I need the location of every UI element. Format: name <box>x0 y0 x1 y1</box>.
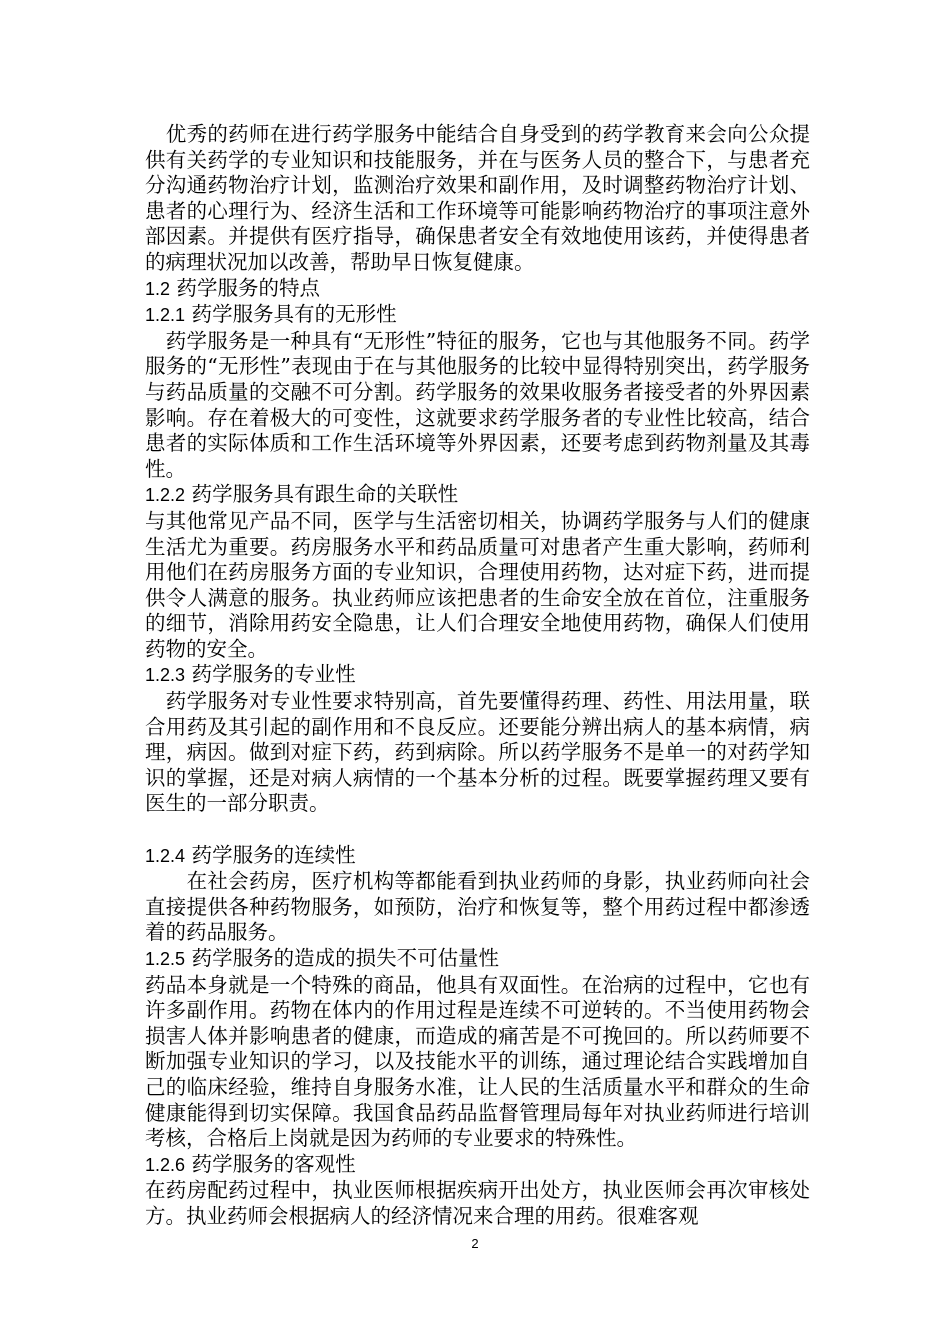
paragraph-1-2-1: 药学服务是一种具有“无形性”特征的服务，它也与其他服务不同。药学服务的“无形性”表现由于在与其他服务的比较中显得特别突出，药学服务与药品质量的交融不可分割。药学服务的效果收服务者接受者的外界因素影响。存在着极大的可变性，这就要求药学服务者的专业性比较高，结合患者的实际体质和工作生活环境等外界因素，还要考虑到药物剂量及其毒性。 <box>145 328 810 481</box>
heading-number: 1.2.3 <box>145 665 186 686</box>
heading-text: 药学服务具有的无形性 <box>185 302 397 327</box>
document-body <box>145 122 810 1230</box>
page-number: 2 <box>471 1236 479 1251</box>
heading-1-2-6 <box>145 1152 810 1179</box>
heading-text: 药学服务的专业性 <box>185 662 356 687</box>
heading-number: 1.2.6 <box>145 1154 186 1175</box>
heading-1-2-1 <box>145 302 810 329</box>
heading-number: 1.2 <box>145 278 171 299</box>
paragraph-1-2-5: 药品本身就是一个特殊的商品，他具有双面性。在治病的过程中，它也有许多副作用。药物在体内的作用过程是连续不可逆转的。不当使用药物会损害人体并影响患者的健康，而造成的痛苦是不可挽回的。所以药师要不断加强专业知识的学习，以及技能水平的训练，通过理论结合实践增加自己的临床经验，维持自身服务水准，让人民的生活质量水平和群众的生命健康能得到切实保障。我国食品药品监督管理局每年对执业药师进行培训考核，合格后上岗就是因为药师的专业要求的特殊性。 <box>145 972 810 1151</box>
paragraph-1-2-2: 与其他常见产品不同，医学与生活密切相关，协调药学服务与人们的健康生活尤为重要。药房服务水平和药品质量可对患者产生重大影响，药师利用他们在药房服务方面的专业知识，合理使用药物，达对症下药，进而提供令人满意的服务。执业药师应该把患者的生命安全放在首位，注重服务的细节，消除用药安全隐患，让人们合理安全地使用药物，确保人们使用药物的安全。 <box>145 508 810 661</box>
paragraph-1-2-3: 药学服务对专业性要求特别高，首先要懂得药理、药性、用法用量，联合用药及其引起的副作用和不良反应。还要能分辨出病人的基本病情，病理，病因。做到对症下药，药到病除。所以药学服务不是单一的对药学知识的掌握，还是对病人病情的一个基本分析的过程。既要掌握药理又要有医生的一部分职责。 <box>145 689 810 816</box>
blank-line <box>145 817 810 843</box>
heading-number: 1.2.1 <box>145 305 186 326</box>
heading-text: 药学服务具有跟生命的关联性 <box>185 482 459 507</box>
heading-number: 1.2.2 <box>145 485 186 506</box>
heading-text: 药学服务的特点 <box>170 275 321 300</box>
heading-1-2-4 <box>145 843 810 870</box>
paragraph-intro: 优秀的药师在进行药学服务中能结合自身受到的药学教育来会向公众提供有关药学的专业知识和技能服务，并在与医务人员的整合下，与患者充分沟通药物治疗计划，监测治疗效果和副作用，及时调整药物治疗计划、患者的心理行为、经济生活和工作环境等可能影响药物治疗的事项注意外部因素。并提供有医疗指导，确保患者安全有效地使用该药，并使得患者的病理状况加以改善，帮助早日恢复健康。 <box>145 122 810 274</box>
paragraph-1-2-4: 在社会药房，医疗机构等都能看到执业药师的身影，执业药师向社会直接提供各种药物服务，如预防，治疗和恢复等，整个用药过程中都渗透着的药品服务。 <box>145 869 810 945</box>
heading-number: 1.2.4 <box>145 845 186 866</box>
heading-text: 药学服务的造成的损失不可估量性 <box>185 946 500 970</box>
heading-1-2-2 <box>145 482 810 509</box>
heading-text: 药学服务的连续性 <box>185 842 356 867</box>
heading-1-2 <box>145 276 810 303</box>
paragraph-1-2-6: 在药房配药过程中，执业医师根据疾病开出处方，执业医师会再次审核处方。执业药师会根据病人的经济情况来合理的用药。很难客观 <box>145 1178 810 1228</box>
heading-text: 药学服务的客观性 <box>185 1151 356 1176</box>
heading-1-2-5 <box>145 946 810 973</box>
heading-1-2-3 <box>145 662 810 689</box>
heading-number: 1.2.5 <box>145 949 186 969</box>
